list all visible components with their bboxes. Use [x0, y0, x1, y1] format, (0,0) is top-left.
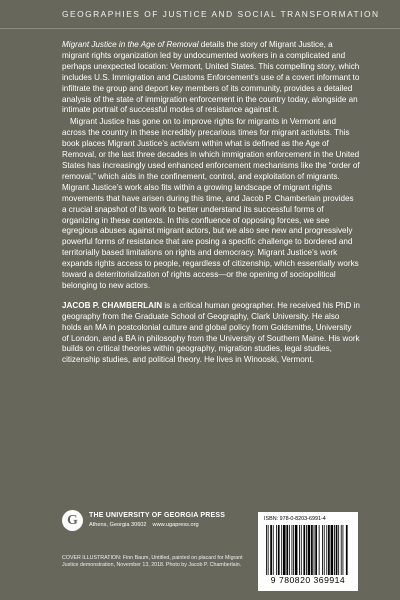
author-bio: [62, 301, 360, 366]
publisher-address: [89, 522, 199, 528]
isbn-label: ISBN: 978-0-8203-6991-4: [264, 516, 326, 522]
description-paragraph-1: [62, 40, 360, 116]
barcode-box: [258, 512, 358, 591]
barcode-digits: 9 780820 369914: [270, 575, 346, 585]
publisher-website: www.ugapress.org: [152, 522, 199, 528]
book-title: Migrant Justice in the Age of Removal: [62, 40, 199, 49]
cover-credit: COVER ILLUSTRATION: Finn Baum, Untitled, painted on placard for Migrant Justice demonstration, November 13, 2018. Photo by Jacob P. Chamberlain.: [62, 555, 243, 568]
publisher-name: THE UNIVERSITY OF GEORGIA PRESS: [89, 512, 226, 519]
barcode-bars: [266, 525, 350, 575]
series-title: GEOGRAPHIES OF JUSTICE AND SOCIAL TRANSFORMATION: [0, 0, 400, 29]
author-bio-text: is a critical human geographer. He received his PhD in geography from the Graduate School of Geography, Clark University. He also holds an MA in postcolonial culture and global policy from Goldsmiths, University of London, and a BA in philosophy from the University of Southern Maine. His work builds on critical theories within geography, migration studies, legal studies, citizenship studies, and political theory. He lives in Winooski, Vermont.: [62, 300, 360, 365]
publisher-block: [62, 510, 262, 540]
publisher-location: Athens, Georgia 30602: [89, 522, 147, 528]
publisher-seal-logo: [62, 510, 83, 531]
description: [62, 40, 360, 366]
author-name: JACOB P. CHAMBERLAIN: [62, 300, 163, 310]
description-paragraph-2: Migrant Justice has gone on to improve rights for migrants in Vermont and across the country in these incredibly precarious times for migrant activists. This book places Migrant Justice’s activism within what is defined as the Age of Removal, or the last three decades in which immigration enforcement in the United States has increasingly used enhanced enforcement mechanisms like the “order of removal,” which aids in the confinement, control, and exploitation of migrants. Migrant Justice’s work also fits within a growing landscape of migrant rights movements that have arisen during this time, and Jacob P. Chamberlain provides a crucial snapshot of its work to better understand its successful forms of organizing in these contexts. In this confluence of opposing forces, we see egregious abuses against migrant actors, but we also see new and progressively powerful forms of resistance that are posing a specific challenge to bordered and territorially based limitations on rights and democracy. Migrant Justice’s work expands rights access to people, regardless of citizenship, which essentially works toward a deterritorialization of rights access—or the opening of sociopolitical belonging to new actors.: [62, 117, 360, 290]
seal-letter: G: [67, 513, 78, 528]
description-paragraph-1-text: details the story of Migrant Justice, a migrant rights organization led by undocumented workers in a complicated and perhaps unexpected location: Vermont, United States. This compelling story, which includes U.S. Immigration and Customs Enforcement’s use of a covert informant to infiltrate the group and deport key members of its community, provides a detailed analysis of the state of immigration enforcement in the country today, alongside an intimate portrait of successful modes of resistance against it.: [62, 40, 360, 115]
